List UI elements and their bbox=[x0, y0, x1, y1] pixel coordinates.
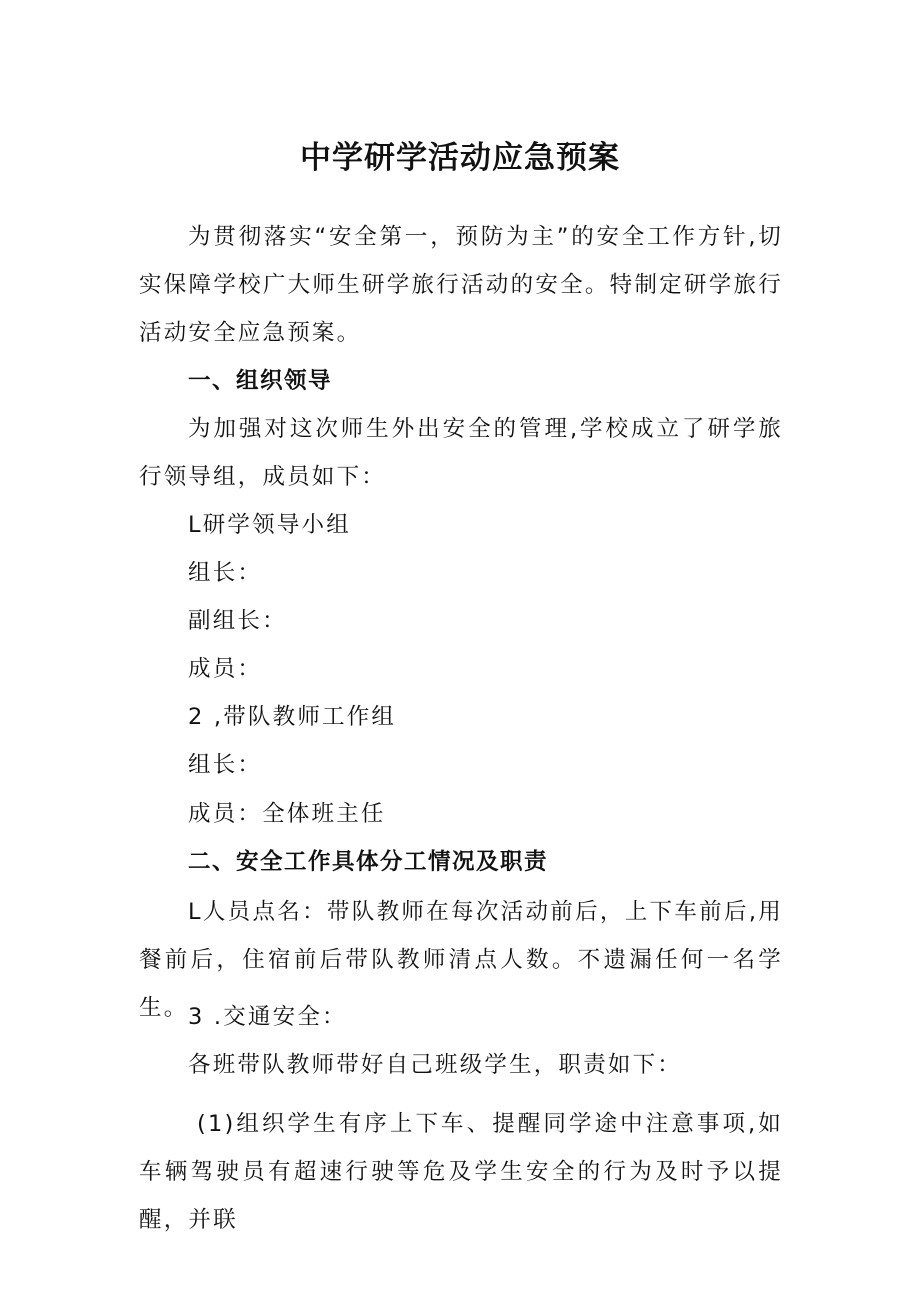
group-1-title: L研学领导小组 bbox=[188, 512, 351, 538]
intro-paragraph: 为贯彻落实“安全第一，预防为主”的安全工作方针,切实保障学校广大师生研学旅行活动的安全。特制定研学旅行活动安全应急预案。 bbox=[139, 224, 783, 346]
section-1-heading: 一、组织领导 bbox=[188, 368, 333, 394]
group-2-members: 成员：全体班主任 bbox=[188, 801, 386, 827]
section-2-item-1: L人员点名：带队教师在每次活动前后，上下车前后,用餐前后，住宿前后带队教师清点人数。不遗漏任何一名学生。 bbox=[139, 899, 783, 1021]
group-2-leader: 组长： bbox=[188, 752, 263, 778]
section-2-item-3-sub-1: (1)组织学生有序上下车、提醒同学途中注意事项,如车辆驾驶员有超速行驶等危及学生安全的行为及时予以提醒，并联 bbox=[139, 1111, 783, 1233]
section-2-item-3: 3 .交通安全： bbox=[188, 1004, 347, 1030]
group-1-leader: 组长： bbox=[188, 560, 263, 586]
section-2-heading: 二、安全工作具体分工情况及职责 bbox=[188, 849, 549, 875]
group-1-deputy: 副组长： bbox=[188, 608, 287, 634]
group-1-members: 成员： bbox=[188, 656, 263, 682]
document-title: 中学研学活动应急预案 bbox=[300, 140, 620, 176]
section-2-item-3-text: 各班带队教师带好自己班级学生，职责如下： bbox=[188, 1052, 683, 1078]
group-2-title: 2 ,带队教师工作组 bbox=[188, 704, 397, 730]
section-1-paragraph: 为加强对这次师生外出安全的管理,学校成立了研学旅行领导组，成员如下： bbox=[139, 416, 783, 490]
